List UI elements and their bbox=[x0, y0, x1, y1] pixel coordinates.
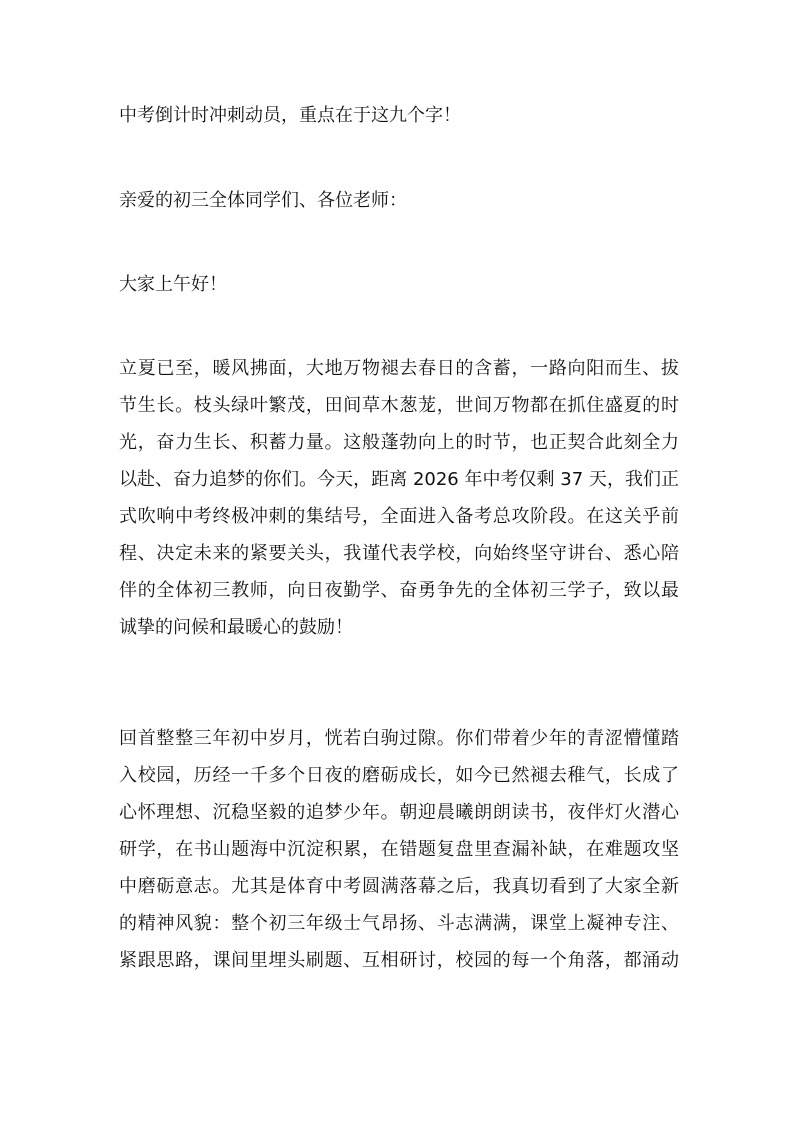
paragraph-line: 伴的全体初三教师，向日夜勤学、奋勇争先的全体初三学子，致以最 bbox=[119, 580, 679, 601]
salutation: 亲爱的初三全体同学们、各位老师： bbox=[119, 190, 407, 211]
paragraph-line: 立夏已至，暖风拂面，大地万物褪去春日的含蓄，一路向阳而生、拔 bbox=[119, 358, 679, 379]
paragraph-line: 的精神风貌：整个初三年级士气昂扬、斗志满满，课堂上凝神专注、 bbox=[119, 913, 679, 934]
paragraph-line: 研学，在书山题海中沉淀积累，在错题复盘里查漏补缺，在难题攻坚 bbox=[119, 839, 679, 860]
document-title: 中考倒计时冲刺动员，重点在于这九个字！ bbox=[119, 105, 461, 126]
paragraph-line: 中磨砺意志。尤其是体育中考圆满落幕之后，我真切看到了大家全新 bbox=[119, 876, 679, 897]
paragraph-line: 紧跟思路，课间里埋头刷题、互相研讨，校园的每一个角落，都涌动 bbox=[119, 950, 679, 971]
paragraph-line: 式吹响中考终极冲刺的集结号，全面进入备考总攻阶段。在这关乎前 bbox=[119, 506, 679, 527]
paragraph-1 bbox=[119, 350, 679, 646]
paragraph-line: 以赴、奋力追梦的你们。今天，距离 2026 年中考仅剩 37 天，我们正 bbox=[119, 469, 679, 490]
greeting: 大家上午好！ bbox=[119, 274, 227, 295]
paragraph-line: 程、决定未来的紧要关头，我谨代表学校，向始终坚守讲台、悉心陪 bbox=[119, 543, 679, 564]
paragraph-line: 光，奋力生长、积蓄力量。这般蓬勃向上的时节，也正契合此刻全力 bbox=[119, 432, 679, 453]
paragraph-line: 节生长。枝头绿叶繁茂，田间草木葱茏，世间万物都在抓住盛夏的时 bbox=[119, 395, 679, 416]
paragraph-2 bbox=[119, 720, 679, 979]
paragraph-line: 心怀理想、沉稳坚毅的追梦少年。朝迎晨曦朗朗读书，夜伴灯火潜心 bbox=[119, 802, 679, 823]
paragraph-line: 诚挚的问候和最暖心的鼓励！ bbox=[119, 617, 353, 638]
paragraph-line: 入校园，历经一千多个日夜的磨砺成长，如今已然褪去稚气，长成了 bbox=[119, 765, 679, 786]
paragraph-line: 回首整整三年初中岁月，恍若白驹过隙。你们带着少年的青涩懵懂踏 bbox=[119, 728, 679, 749]
